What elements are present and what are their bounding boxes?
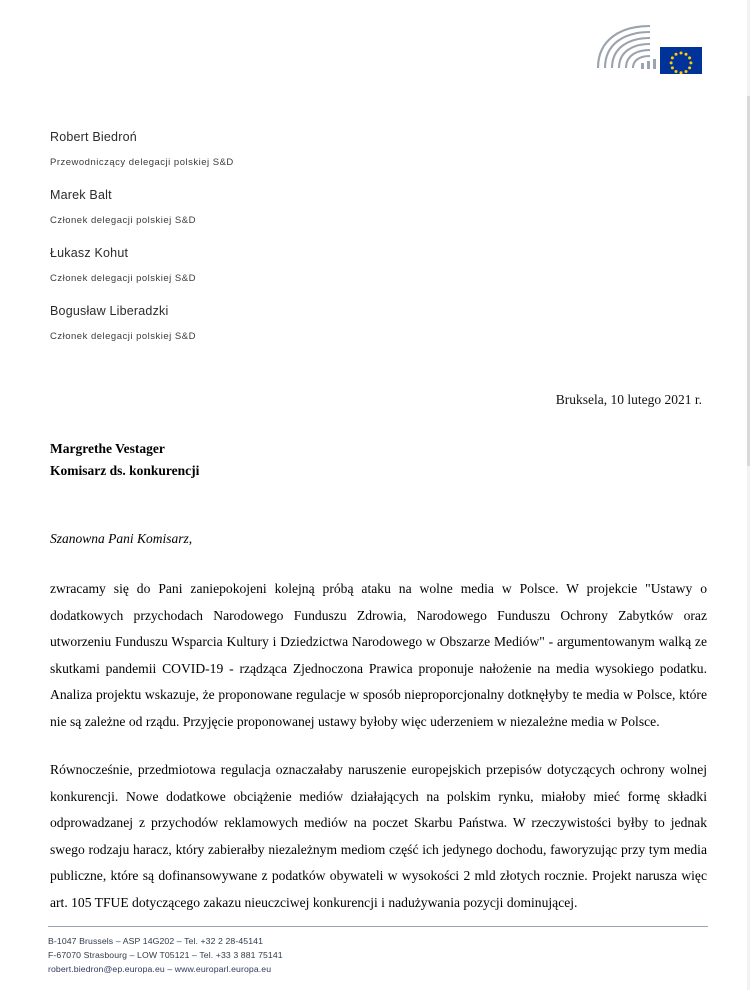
footer-address-strasbourg: F-67070 Strasbourg – LOW T05121 – Tel. +33 3 881 75141 [48,949,283,960]
salutation: Szanowna Pani Komisarz, [50,531,193,546]
sender-name: Bogusław Liberadzki [50,304,169,318]
sender-entry [50,304,470,342]
hemicycle-bars [641,59,656,69]
sender-name: Robert Biedroń [50,130,137,144]
letter-footer [48,926,708,976]
footer-address-brussels: B-1047 Brussels – ASP 14G202 – Tel. +32 2 28-45141 [48,935,264,946]
addressee-title: Komisarz ds. konkurencji [50,463,200,479]
sender-entry [50,130,470,168]
footer-contact: robert.biedron@ep.europa.eu – www.europarl.europa.eu [48,963,272,974]
sender-entry [50,246,470,284]
sender-role: Członek delegacji polskiej S&D [50,331,196,342]
place-and-date: Bruksela, 10 lutego 2021 r. [555,392,702,407]
sender-name: Marek Balt [50,188,112,202]
eu-flag-icon [660,47,702,74]
hemicycle-icon [598,26,650,68]
sender-role: Przewodniczący delegacji polskiej S&D [50,157,234,168]
letter-body [50,576,707,916]
sender-list [50,130,470,342]
european-parliament-logo [594,22,706,74]
sender-name: Łukasz Kohut [50,246,129,260]
footer-divider [48,926,708,927]
sender-entry [50,188,470,226]
paragraph: Równocześnie, przedmiotowa regulacja oznaczałaby naruszenie europejskich przepisów dotyczących ochrony wolnej konkurencji. Nowe dodatkowe obciążenie mediów działających na polskim rynku, miałoby mieć formę składki odprowadzanej z przychodów reklamowych mediów na poczet Skarbu Państwa. W rzeczywistości byłby to jednak swego rodzaju haracz, który zabierałby niezależnym mediom część ich jedynego dochodu, faworyzując przy tym media publiczne, które są dofinansowywane z podatków obywateli w wysokości 2 mld złotych rocznie. Projekt narusza więc art. 105 TFUE dotyczącego zakazu nieuczciwej konkurencji i nadużywania pozycji dominującej. [50,762,707,910]
sender-role: Członek delegacji polskiej S&D [50,273,196,284]
paragraph: zwracamy się do Pani zaniepokojeni kolejną próbą ataku na wolne media w Polsce. W projekcie "Ustawy o dodatkowych przychodach Narodowego Funduszu Zdrowia, Narodowego Funduszu Ochrony Zabytków oraz utworzeniu Funduszu Wsparcia Kultury i Dziedzictwa Narodowego w Obszarze Mediów" - argumentowanym walką ze skutkami pandemii COVID-19 - rządząca Zjednoczona Prawica proponuje nałożenie na media wysokiego podatku. Analiza projektu wskazuje, że proponowane regulacje w sposób nieproporcjonalny dotknęłyby te media w Polsce, które nie są zależne od rządu. Przyjęcie proponowanej ustawy byłoby więc uderzeniem w niezależne media w Polsce. [50,581,707,729]
addressee-block [50,438,199,483]
sender-role: Członek delegacji polskiej S&D [50,215,196,226]
addressee-name: Margrethe Vestager [50,441,165,456]
